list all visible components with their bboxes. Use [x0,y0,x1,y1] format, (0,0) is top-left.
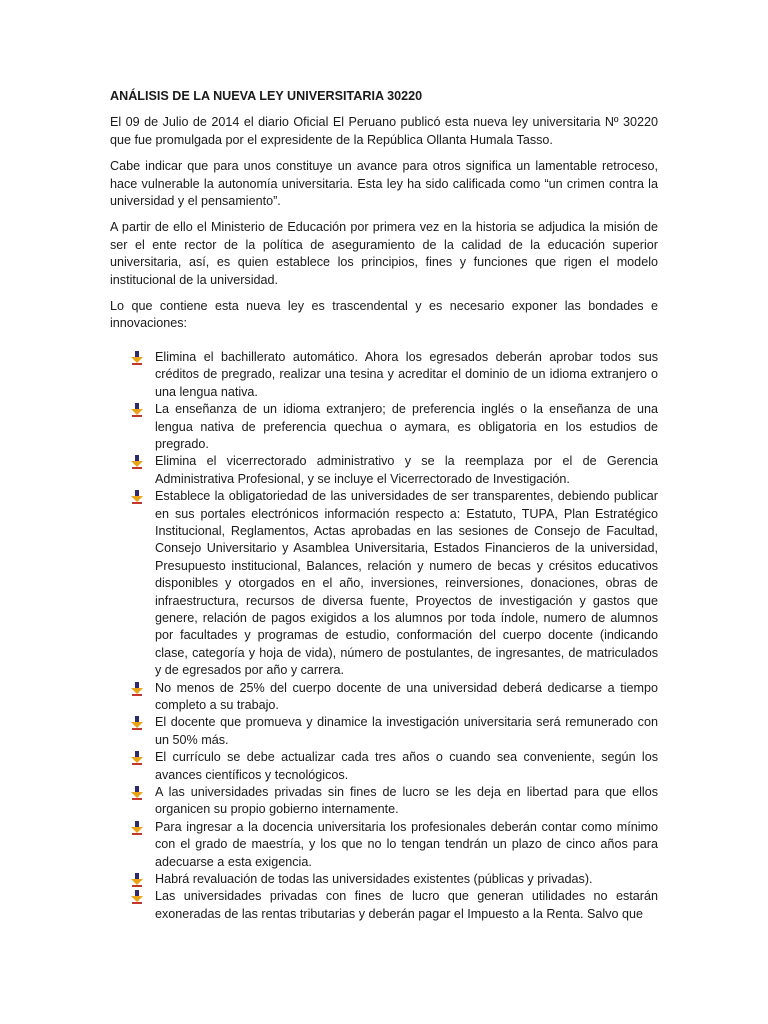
list-item [110,453,658,488]
list-item-text: No menos de 25% del cuerpo docente de una universidad deberá dedicarse a tiempo completo a su trabajo. [155,680,658,712]
paragraph-publication: El 09 de Julio de 2014 el diario Oficial El Peruano publicó esta nueva ley universitaria Nº 30220 que fue promulgada por el expresidente de la República Ollanta Humala Tasso. [110,115,658,147]
arrow-down-bullet-icon [130,821,144,835]
list-item [110,888,658,923]
arrow-down-bullet-icon [130,751,144,765]
paragraph-ministry: A partir de ello el Ministerio de Educación por primera vez en la historia se adjudica la misión de ser el ente rector de la política de aseguramiento de la calidad de la educación superior universitaria, así, es quien establece los principios, fines y funciones que rigen el modelo institucional de la universidad. [110,220,658,287]
list-item [110,871,658,888]
list-item [110,749,658,784]
arrow-down-bullet-icon [130,873,144,887]
list-item [110,488,658,679]
arrow-down-bullet-icon [130,455,144,469]
list-item [110,784,658,819]
document-page [110,88,658,923]
list-item [110,714,658,749]
list-item-text: Elimina el vicerrectorado administrativo y se la reemplaza por el de Gerencia Administrativa Profesional, y se incluye el Vicerrectorado de Investigación. [155,454,658,486]
list-item-text: Establece la obligatoriedad de las universidades de ser transparentes, debiendo publicar en sus portales electrónicos información respecto a: Estatuto, TUPA, Plan Estratégico Institucional, Reglamentos, Actas aprobadas en las sesiones de Consejo de Facultad, Consejo Universitario y Asamblea Universitaria, Estados Financieros de la universidad, Presupuesto institucional, Balances, relación y numero de becas y crésitos educativos disponibles y otorgados en el año, inversiones, reinversiones, donaciones, obras de infraestructura, recursos de diversa fuente, Proyectos de investigación y gastos que genere, relación de pagos exigidos a los alumnos por toda índole, numero de alumnos por facultades y programas de estudio, conformación del cuerpo docente (indicando clase, categoría y hoja de vida), número de postulantes, de ingresantes, de matriculados y de egresados por año y carrera. [155,489,658,678]
arrow-down-bullet-icon [130,682,144,696]
arrow-down-bullet-icon [130,890,144,904]
arrow-down-bullet-icon [130,716,144,730]
list-item-text: A las universidades privadas sin fines de lucro se les deja en libertad para que ellos organicen su propio gobierno internamente. [155,785,658,817]
list-item-text: El docente que promueva y dinamice la investigación universitaria será remunerado con un 50% más. [155,715,658,747]
document-title: ANÁLISIS DE LA NUEVA LEY UNIVERSITARIA 30220 [110,89,423,103]
list-item-text: Habrá revaluación de todas las universidades existentes (públicas y privadas). [155,872,593,887]
arrow-down-bullet-icon [130,403,144,417]
arrow-down-bullet-icon [130,490,144,504]
arrow-down-bullet-icon [130,351,144,365]
list-item [110,680,658,715]
arrow-down-bullet-icon [130,786,144,800]
list-item [110,349,658,401]
list-item-text: Para ingresar a la docencia universitaria los profesionales deberán contar como mínimo con el grado de maestría, y los que no lo tengan tendrán un plazo de cinco años para adecuarse a esta exigencia. [155,819,658,869]
list-item-text: Elimina el bachillerato automático. Ahora los egresados deberán aprobar todos sus créditos de pregrado, realizar una tesina y acreditar el dominio de un idioma extranjero o una lengua nativa. [155,349,658,399]
innovations-list [110,349,658,923]
list-item-text: La enseñanza de un idioma extranjero; de preferencia inglés o la enseñanza de una lengua nativa de preferencia quechua o aymara, es obligatoria en los estudios de pregrado. [155,402,658,451]
list-item-text: Las universidades privadas con fines de lucro que generan utilidades no estarán exoneradas de las rentas tributarias y deberán pagar el Impuesto a la Renta. Salvo que [155,889,658,921]
list-item [110,819,658,871]
paragraph-opinion: Cabe indicar que para unos constituye un avance para otros significa un lamentable retroceso, hace vulnerable la autonomía universitaria. Esta ley ha sido calificada como “un crimen contra la universidad y el pensamiento”. [110,159,658,209]
paragraph-intro-list: Lo que contiene esta nueva ley es trascendental y es necesario exponer las bondades e innovaciones: [110,299,658,331]
list-item [110,401,658,453]
list-item-text: El currículo se debe actualizar cada tres años o cuando sea conveniente, según los avances científicos y tecnológicos. [155,750,658,782]
